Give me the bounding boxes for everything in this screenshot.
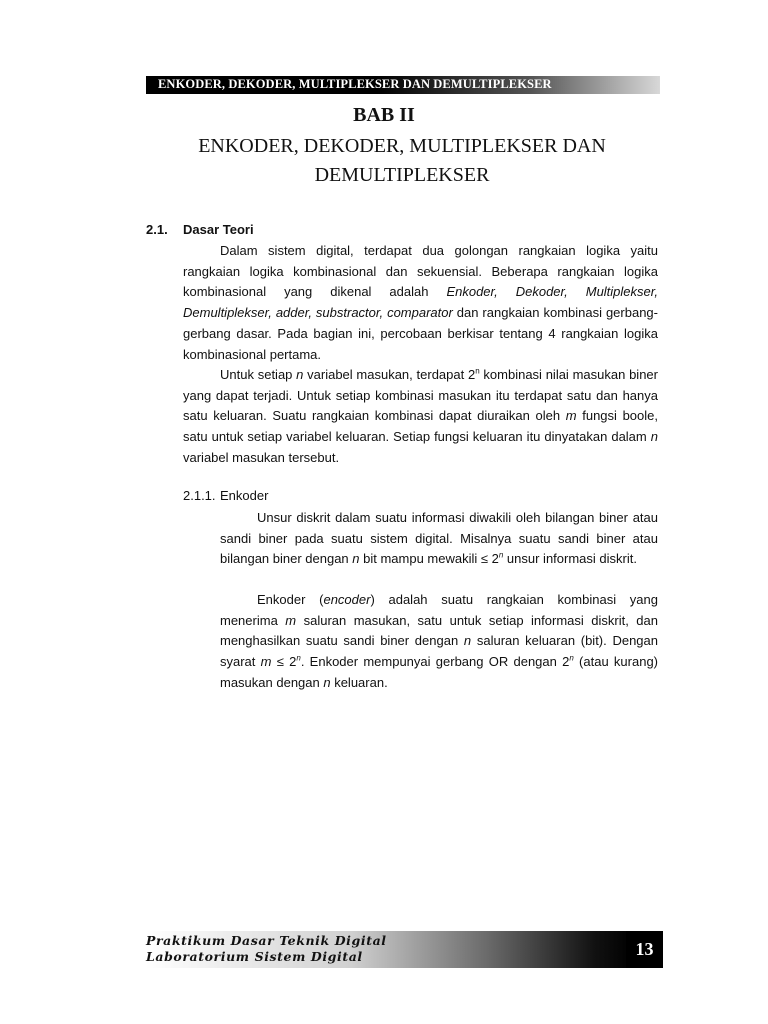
superscript: n	[475, 366, 480, 376]
text-run: ) adalah suatu rangkaian kombinasi yang menerima	[220, 592, 658, 628]
italic-text: m	[565, 408, 577, 424]
text-run: Dalam sistem digital, terdapat dua golongan rangkaian logika yaitu rangkaian logika kombinasional dan sekuensial. Beberapa rangkaian logika kombinasional yang dikenal adalah	[183, 243, 658, 300]
subsection-title: Enkoder	[220, 488, 269, 503]
text-run: keluaran.	[330, 674, 388, 690]
text-run: variabel masukan, terdapat 2	[303, 367, 476, 382]
text-run: bit mampu mewakili ≤ 2	[359, 551, 499, 567]
section-title: Dasar Teori	[183, 222, 254, 237]
page-number: 13	[626, 931, 663, 968]
text-run: ≤ 2	[271, 654, 297, 670]
text-run: Untuk setiap	[220, 367, 297, 382]
footer-course-name: Praktikum Dasar Teknik Digital	[146, 933, 387, 948]
italic-text: encoder	[323, 592, 371, 607]
footer-bar	[146, 931, 634, 968]
subsection-number: 2.1.1.	[183, 488, 216, 503]
chapter-label: BAB II	[353, 104, 415, 126]
text-run: Unsur diskrit dalam suatu informasi diwakili oleh bilangan biner atau sandi biner pada suatu sistem digital. Misalnya suatu sandi biner atau bilangan biner dengan	[220, 510, 658, 567]
subsection-paragraph-1	[220, 508, 658, 570]
section-paragraph-2	[183, 365, 658, 469]
text-run: unsur informasi diskrit.	[503, 551, 637, 567]
chapter-title	[150, 132, 654, 190]
italic-text: m	[260, 654, 272, 670]
running-header	[146, 76, 660, 94]
italic-text: n	[352, 551, 360, 567]
text-run: kombinasi nilai masukan biner yang dapat terjadi. Untuk setiap kombinasi masukan itu terdapat satu dan hanya satu keluaran. Suatu rangkaian kombinasi dapat diuraikan oleh	[183, 367, 658, 424]
text-run: . Enkoder mempunyai gerbang OR dengan 2	[300, 654, 570, 670]
superscript: n	[569, 653, 574, 663]
section-paragraph-1	[183, 241, 658, 365]
superscript: n	[498, 551, 504, 561]
text-run: Enkoder (	[257, 592, 324, 607]
text-run: saluran masukan, satu untuk setiap informasi diskrit, dan menghasilkan suatu sandi biner dengan	[220, 612, 658, 649]
running-header-title: ENKODER, DEKODER, MULTIPLEKSER DAN DEMULTIPLEKSER	[158, 77, 552, 91]
text-run: dan rangkaian kombinasi gerbang-gerbang dasar. Pada bagian ini, percobaan berkisar tentang 4 rangkaian logika kombinasional pertama.	[183, 305, 658, 362]
chapter-title-line2: DEMULTIPLEKSER	[314, 164, 490, 186]
italic-text: n	[323, 674, 331, 690]
italic-text: n	[463, 633, 472, 649]
footer-lab-name: Laboratorium Sistem Digital	[146, 949, 363, 964]
italic-text: Enkoder, Dekoder, Multiplekser, Demultiplekser, adder, substractor, comparator	[183, 284, 658, 321]
text-run: variabel masukan tersebut.	[183, 449, 340, 465]
text-run: saluran keluaran (bit). Dengan syarat	[220, 633, 658, 670]
superscript: n	[296, 653, 301, 663]
subsection-paragraph-2	[220, 590, 658, 694]
italic-text: n	[296, 367, 304, 382]
section-number: 2.1.	[146, 222, 168, 237]
italic-text: m	[285, 612, 297, 628]
italic-text: n	[650, 429, 658, 445]
text-run: (atau kurang) masukan dengan	[220, 654, 658, 690]
text-run: fungsi boole, satu untuk setiap variabel keluaran. Setiap fungsi keluaran itu dinyatakan dalam	[183, 408, 658, 445]
chapter-title-line1: ENKODER, DEKODER, MULTIPLEKSER DAN	[198, 135, 606, 157]
